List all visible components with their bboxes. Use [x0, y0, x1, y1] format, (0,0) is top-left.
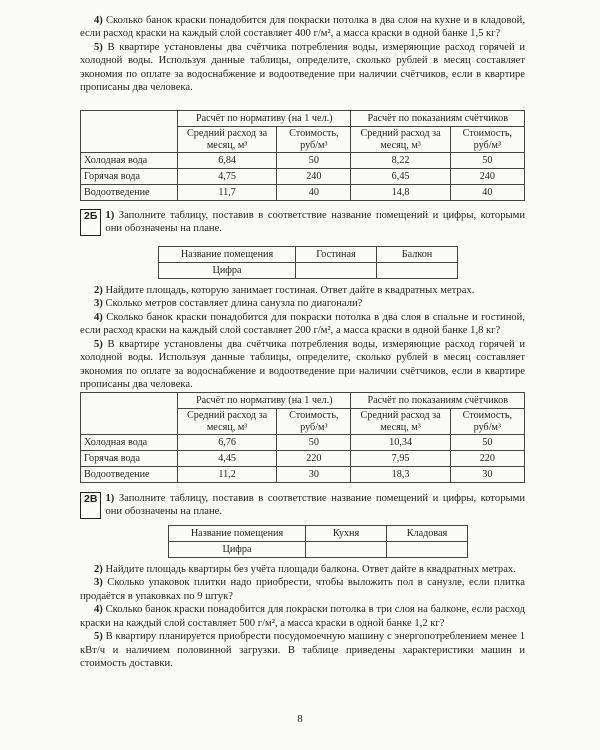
task-2b-questions [80, 284, 525, 392]
task-2v-question-4: 4) Сколько банок краски понадобится для покраски потолка в три слоя на балконе, если расход краски на каждый слой составляет 500 г/м², а масса краски в одной банке 1,2 кг? [80, 604, 525, 629]
task-2v [80, 492, 525, 519]
water-table-2 [80, 392, 525, 483]
col-header-cost: Стоимость, руб/м³ [450, 127, 524, 153]
task-label-2v: 2В [80, 492, 101, 519]
table-row: Холодная вода 6,76 50 10,34 50 [81, 435, 525, 451]
table-corner [81, 111, 178, 153]
col-header-avg: Средний расход за месяц, м³ [178, 127, 277, 153]
group-header-meter: Расчёт по показаниям счётчиков [351, 111, 525, 127]
group-header-meter: Расчёт по показаниям счётчиков [351, 393, 525, 409]
plan-table-2b: Название помещения Гостиная Балкон Цифра [158, 246, 458, 279]
task-2v-question-5: 5) В квартиру планируется приобрести посудомоечную машину с энергопотреблением менее 1 кВт/ч и наличием половинной загрузки. В таблице приведены характеристики машин и стоимость доставки. [80, 631, 525, 670]
col-header-cost: Стоимость, руб/м³ [277, 127, 351, 153]
group-header-norm: Расчёт по нормативу (на 1 чел.) [178, 111, 351, 127]
col-header-avg: Средний расход за месяц, м³ [351, 127, 450, 153]
table-row: Холодная вода 6,84 50 8,22 50 [81, 153, 525, 169]
task-2b [80, 209, 525, 236]
question-4: 4) Сколько банок краски понадобится для покраски потолка в два слоя на кухне и в кладовой, если расход краски на каждый слой составляет 400 г/м², а масса краски в одной банке 1,5 кг? [80, 15, 525, 40]
table-row: Горячая вода 4,75 240 6,45 240 [81, 169, 525, 185]
task-2b-question-2: 2) Найдите площадь, которую занимает гостиная. Ответ дайте в квадратных метрах. [94, 285, 475, 296]
task-2b-question-5: 5) В квартире установлены два счётчика потребления воды, измеряющие расход горячей и холодной воды. Используя данные таблицы, определите, сколько рублей в месяц составляет экономия по оплате за водоснабжение и водоотведение при наличии счётчиков, если в квартире прописаны два человека. [80, 338, 525, 391]
task-label-2b: 2Б [80, 209, 101, 236]
plan-table-2v: Название помещения Кухня Кладовая Цифра [168, 525, 468, 558]
water-table-1 [80, 110, 525, 201]
task-2v-question-1: 1) Заполните таблицу, поставив в соответствие название помещений и цифры, которыми они обозначены на плане. [105, 493, 525, 518]
group-header-norm: Расчёт по нормативу (на 1 чел.) [178, 393, 351, 409]
task-2b-question-3: 3) Сколько метров составляет длина санузла по диагонали? [94, 298, 363, 310]
task-2b-question-4: 4) Сколько банок краски понадобится для покраски потолка в два слоя в спальне и гостиной, если расход краски на каждый слой составляет 200 г/м², а масса краски в одной банке 1,8 кг? [80, 311, 525, 337]
table-row: Водоотведение 11,7 40 14,8 40 [81, 185, 525, 201]
page-number: 8 [297, 713, 303, 725]
col-header-avg: Средний расход за месяц, м³ [351, 409, 450, 435]
task-2v-questions [80, 563, 525, 671]
question-5: 5) В квартире установлены два счётчика потребления воды, измеряющие расход горячей и холодной воды. Используя данные таблицы, определите, сколько рублей в месяц составляет экономия по оплате за водоснабжение и водоотведение при наличии счётчиков, если в квартире прописаны два человека. [80, 41, 525, 94]
table-row: Горячая вода 4,45 220 7,95 220 [81, 451, 525, 467]
table-corner [81, 393, 178, 435]
col-header-avg: Средний расход за месяц, м³ [178, 409, 277, 435]
task-2v-question-3: 3) Сколько упаковок плитки надо приобрести, чтобы выложить пол в санузле, если плитка продаётся в упаковках по 9 штук? [80, 577, 525, 602]
task-2b-question-1: 1) Заполните таблицу, поставив в соответствие название помещений и цифры, которыми они обозначены на плане. [105, 210, 525, 235]
intro-questions [80, 14, 525, 95]
col-header-cost: Стоимость, руб/м³ [450, 409, 524, 435]
col-header-cost: Стоимость, руб/м³ [277, 409, 351, 435]
table-row: Водоотведение 11,2 30 18,3 30 [81, 467, 525, 483]
task-2v-question-2: 2) Найдите площадь квартиры без учёта площади балкона. Ответ дайте в квадратных метрах. [94, 564, 516, 575]
